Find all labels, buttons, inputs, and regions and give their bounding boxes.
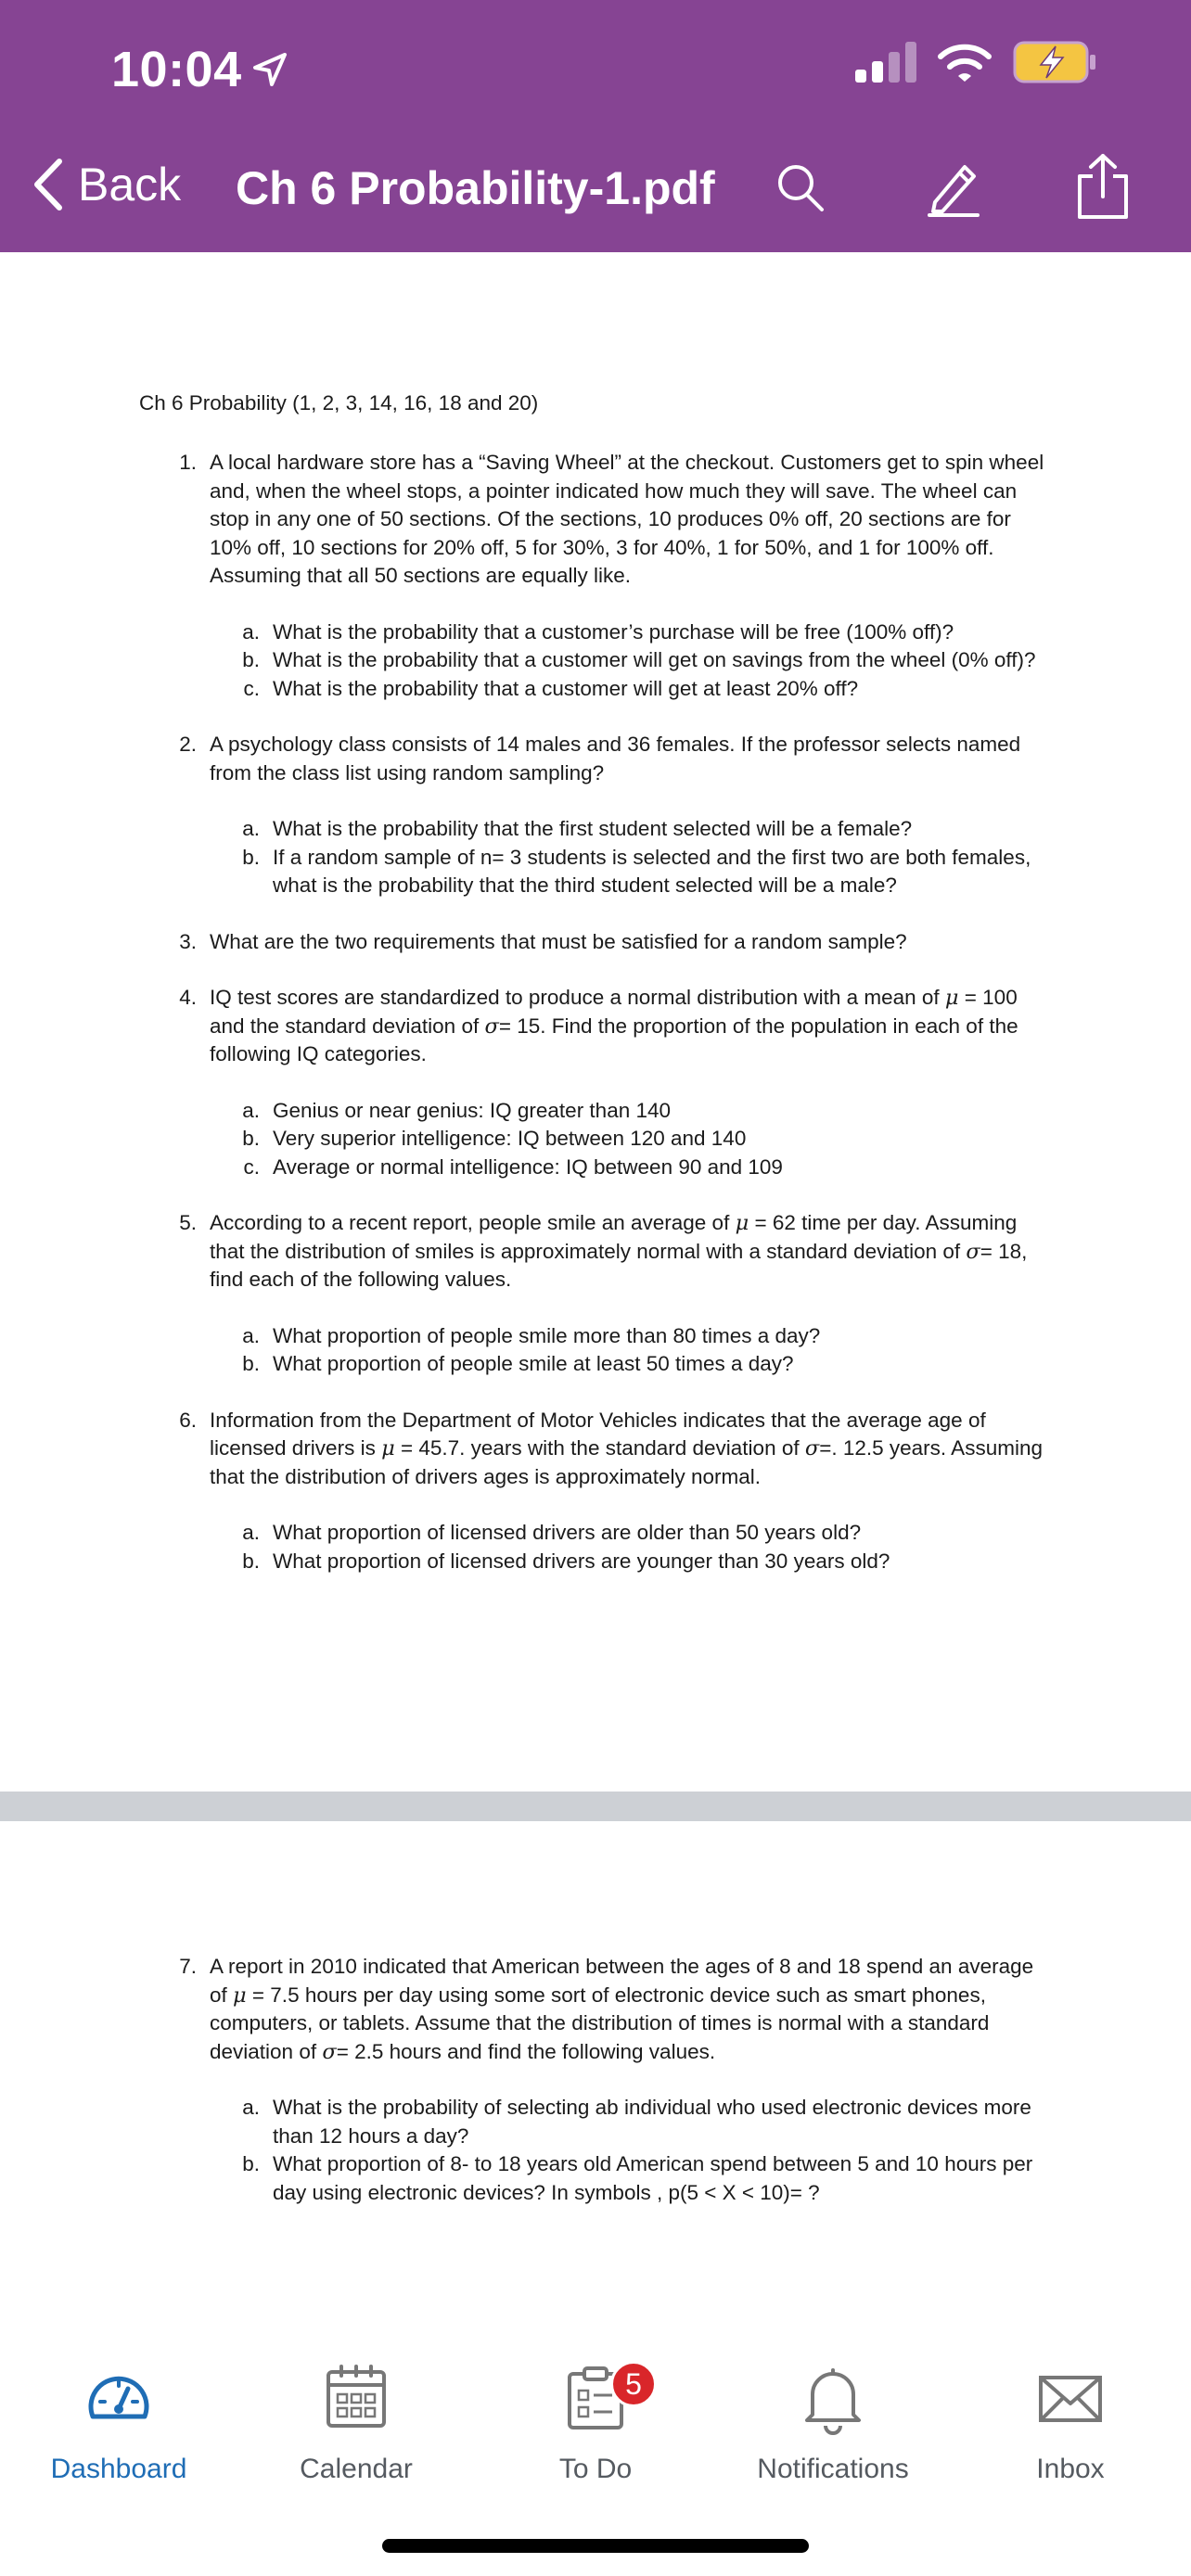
tab-label: Notifications (757, 2454, 909, 2484)
sub-letter: a. (242, 619, 260, 644)
envelope-icon (1033, 2361, 1108, 2435)
question-1 (139, 449, 1048, 703)
question-list (139, 449, 1048, 1603)
status-time-text: 10:04 (111, 42, 242, 97)
question-number: 2. (179, 733, 197, 756)
sub-question (237, 1350, 1048, 1379)
question-text (210, 1953, 1048, 2066)
tab-todo[interactable] (484, 2361, 707, 2500)
document-title: Ch 6 Probability-1.pdf (236, 162, 715, 214)
question-text (210, 1209, 1048, 1294)
sigma-symbol: σ (322, 2039, 337, 2064)
text-part: According to a recent report, people smile an average of (210, 1211, 736, 1234)
sub-text: What is the probability that a customer will get on savings from the wheel (0% off)? (273, 648, 1036, 671)
mu-symbol: μ (233, 1983, 247, 2008)
question-4 (139, 984, 1048, 1181)
document-heading: Ch 6 Probability (1, 2, 3, 14, 16, 18 and 20) (139, 391, 539, 414)
calendar-icon (319, 2361, 393, 2435)
question-text: What are the two requirements that must be satisfied for a random sample? (210, 929, 907, 953)
mu-symbol: μ (735, 1211, 749, 1235)
back-button[interactable] (32, 156, 181, 213)
sub-question (237, 1322, 1048, 1351)
sub-question (237, 1548, 1048, 1576)
question-number: 6. (179, 1408, 197, 1432)
battery-charging-icon (1013, 41, 1096, 83)
sub-question (237, 675, 1048, 704)
sub-question (237, 1154, 1048, 1182)
home-indicator (382, 2539, 809, 2553)
sub-question (237, 844, 1048, 900)
tab-dashboard[interactable] (7, 2361, 230, 2500)
text-part: = 100 and the standard deviation of (210, 986, 1018, 1038)
question-2 (139, 731, 1048, 900)
text-part: A report in 2010 indicated that American between the ages of 8 and 18 spend an average of (210, 1955, 1034, 2007)
sigma-symbol: σ (966, 1239, 980, 1264)
sub-text: What proportion of licensed drivers are younger than 30 years old? (273, 1549, 890, 1573)
sub-question (237, 1097, 1048, 1126)
question-number: 4. (179, 986, 197, 1009)
question-number: 7. (179, 1955, 197, 1978)
sub-text: Very superior intelligence: IQ between 120 and 140 (273, 1127, 747, 1150)
share-icon[interactable] (1070, 152, 1135, 223)
sub-text: What proportion of people smile at least 50 times a day? (273, 1352, 794, 1375)
sub-letter: b. (242, 1549, 260, 1573)
sub-question (237, 815, 1048, 844)
tab-calendar[interactable] (245, 2361, 467, 2500)
sub-letter: b. (242, 2152, 260, 2175)
location-arrow-icon (251, 51, 288, 88)
sub-text: Genius or near genius: IQ greater than 140 (273, 1098, 672, 1122)
question-text: A psychology class consists of 14 males and 36 females. If the professor selects named from the class list using random sampling? (210, 733, 1021, 784)
tab-notifications[interactable] (722, 2361, 944, 2500)
sub-letter: b. (242, 1352, 260, 1375)
question-number: 3. (179, 929, 197, 953)
sub-letter: a. (242, 817, 260, 840)
sub-letter: c. (243, 676, 260, 700)
question-text: A local hardware store has a “Saving Wheel” at the checkout. Customers get to spin wheel and, when the wheel stops, a pointer indicated how much they will save. The wheel can stop in any one of 50 sections. Of the sections, 10 produces 0% off, 20 sections are for 10% off, 10 sections for 20% off, 5 for 30%, 3 for 40%, 1 for 50%, and 1 for 100% off. Assuming that all 50 sections are equally like. (210, 451, 1044, 587)
text-part: Information from the Department of Motor Vehicles indicates that the average age of licensed drivers is (210, 1408, 986, 1460)
sub-letter: a. (242, 1098, 260, 1122)
sub-text: What proportion of licensed drivers are older than 50 years old? (273, 1521, 862, 1544)
wifi-icon (937, 42, 992, 83)
pdf-page-1 (0, 252, 1191, 1792)
text-part: = 2.5 hours and find the following values. (336, 2039, 716, 2063)
back-label: Back (78, 159, 182, 210)
tab-label: To Do (558, 2454, 633, 2484)
sub-question (237, 618, 1048, 647)
question-7 (139, 1953, 1048, 2207)
question-number: 5. (179, 1211, 197, 1234)
sub-text: If a random sample of n= 3 students is selected and the first two are both females, what is the probability that the third student selected will be a male? (273, 845, 1031, 897)
sub-question (237, 2150, 1048, 2207)
page-separator (0, 1792, 1191, 1821)
tab-label: Inbox (1036, 2454, 1105, 2484)
status-icons (855, 41, 1096, 83)
annotate-pencil-icon[interactable] (922, 158, 983, 219)
question-text (210, 984, 1048, 1069)
tab-inbox[interactable] (959, 2361, 1182, 2500)
todo-count-badge: 5 (610, 2361, 657, 2407)
mu-symbol: μ (944, 986, 959, 1010)
sub-text: What is the probability of selecting ab individual who used electronic devices more than 12 hours a day? (273, 2096, 1031, 2148)
text-part: = 18, find each of the following values. (210, 1239, 1028, 1291)
sub-question (237, 1519, 1048, 1548)
status-time (111, 41, 288, 98)
question-6 (139, 1407, 1048, 1576)
nav-bar (0, 148, 1191, 232)
question-3 (139, 928, 1048, 957)
sub-text: What is the probability that a customer will get at least 20% off? (273, 676, 859, 700)
question-text (210, 1407, 1048, 1492)
bell-icon (796, 2361, 870, 2435)
sub-question (237, 1125, 1048, 1154)
sub-letter: b. (242, 648, 260, 671)
sub-letter: b. (242, 1127, 260, 1150)
sub-question (237, 646, 1048, 675)
sub-text: What is the probability that a customer’s purchase will be free (100% off)? (273, 619, 954, 644)
cellular-signal-icon (855, 42, 916, 83)
sub-text: What proportion of people smile more than 80 times a day? (273, 1323, 821, 1347)
sigma-symbol: σ (804, 1436, 820, 1460)
pdf-page-2 (0, 1821, 1191, 2340)
text-part: = 45.7. years with the standard deviation of (394, 1436, 805, 1460)
text-part: IQ test scores are standardized to produce a normal distribution with a mean of (210, 986, 945, 1009)
tab-label: Calendar (300, 2454, 413, 2484)
sub-letter: a. (242, 1521, 260, 1544)
app-header (0, 0, 1191, 252)
text-part: = 7.5 hours per day using some sort of electronic device such as smart phones, computers, or tablets. Assume that the distribution of times is normal with a standard deviation of (210, 1983, 990, 2063)
mu-symbol: μ (381, 1436, 395, 1460)
question-list-page-2 (139, 1953, 1048, 2235)
text-part: =. 12.5 years. Assuming that the distribution of drivers ages is approximately normal. (210, 1436, 1043, 1488)
sub-text: What is the probability that the first student selected will be a female? (273, 817, 913, 840)
text-part: = 62 time per day. Assuming that the distribution of smiles is approximately normal with a standard deviation of (210, 1211, 1018, 1263)
sub-text: What proportion of 8- to 18 years old American spend between 5 and 10 hours per day using electronic devices? In symbols , p(5 < X < 10)= ? (273, 2152, 1033, 2204)
sub-letter: c. (243, 1154, 260, 1179)
sub-question (237, 2094, 1048, 2150)
sub-letter: b. (242, 845, 260, 869)
sub-text: Average or normal intelligence: IQ between 90 and 109 (273, 1154, 783, 1179)
text-part: = 15. Find the proportion of the population in each of the following IQ categories. (210, 1014, 1018, 1065)
sub-letter: a. (242, 2096, 260, 2119)
search-icon[interactable] (770, 158, 831, 219)
sigma-symbol: σ (484, 1014, 499, 1039)
tab-label: Dashboard (50, 2454, 187, 2484)
sub-letter: a. (242, 1323, 260, 1347)
dashboard-gauge-icon (82, 2361, 156, 2435)
chevron-left-icon (32, 156, 65, 213)
question-number: 1. (179, 451, 197, 474)
question-5 (139, 1209, 1048, 1379)
